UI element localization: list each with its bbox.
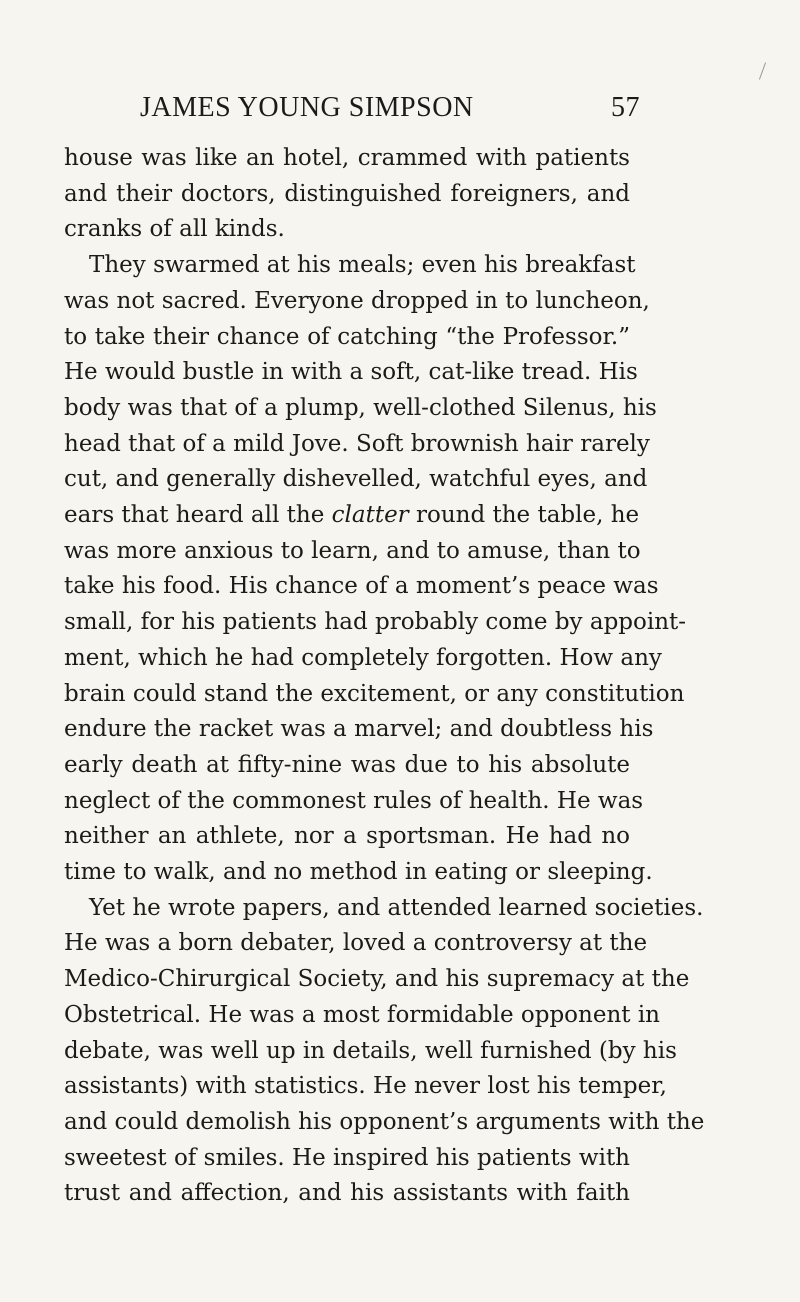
text-line: Medico-Chirurgical Society, and his supremacy at the — [64, 966, 690, 993]
paragraph — [64, 248, 687, 891]
text-line: They swarmed at his meals; even his breakfast — [89, 252, 636, 279]
text-line: debate, was well up in details, well furnished (by his — [64, 1037, 677, 1064]
text-line: brain could stand the excitement, or any constitution — [64, 680, 685, 707]
text-line: Yet he wrote papers, and attended learned societies. — [89, 894, 704, 921]
text-line: sweetest of smiles. He inspired his patients with — [64, 1144, 630, 1171]
italic-word: clatter — [331, 502, 409, 529]
text-line: Obstetrical. He was a most formidable opponent in — [64, 1001, 660, 1028]
text-line: take his food. His chance of a moment’s peace was — [64, 573, 659, 600]
text-line: and could demolish his opponent’s arguments with the — [64, 1108, 705, 1135]
text-line: house was like an hotel, crammed with patients — [64, 145, 630, 171]
text-line: small, for his patients had probably come by appoint- — [64, 609, 687, 636]
text-line: and their doctors, distinguished foreigners, and — [64, 180, 630, 207]
text-line: was not sacred. Everyone dropped in to luncheon, — [64, 287, 650, 314]
text-line: to take their chance of catching “the Professor.” — [64, 323, 630, 350]
text-line: neglect of the commonest rules of health. He was — [64, 787, 644, 814]
text-line: head that of a mild Jove. Soft brownish hair rarely — [64, 430, 650, 457]
page-header — [140, 92, 640, 132]
running-title: JAMES YOUNG SIMPSON — [140, 92, 474, 123]
text-line: He would bustle in with a soft, cat-like tread. His — [64, 359, 638, 386]
page-number: 57 — [611, 92, 640, 123]
paragraph — [64, 141, 630, 248]
text-line: trust and affection, and his assistants with faith — [64, 1180, 630, 1207]
text-line: body was that of a plump, well-clothed Silenus, his — [64, 394, 657, 421]
paper-mark — [759, 62, 766, 79]
text-line: assistants) with statistics. He never lost his temper, — [64, 1073, 667, 1100]
text-line: cut, and generally dishevelled, watchful eyes, and — [64, 466, 648, 493]
text-line: time to walk, and no method in eating or sleeping. — [64, 859, 653, 886]
text-line: ment, which he had completely forgotten. How any — [64, 644, 662, 671]
text-line: cranks of all kinds. — [64, 216, 285, 243]
body-text — [64, 141, 705, 1212]
text-line: neither an athlete, nor a sportsman. He had no — [64, 823, 630, 850]
text-line: ears that heard all the clatter round the table, he — [64, 502, 640, 529]
text-line: was more anxious to learn, and to amuse, than to — [64, 537, 641, 564]
text-line: early death at fifty-nine was due to his absolute — [64, 751, 630, 778]
text-line: He was a born debater, loved a controversy at the — [64, 930, 648, 957]
paragraph — [64, 891, 705, 1212]
text-line: endure the racket was a marvel; and doubtless his — [64, 716, 654, 743]
